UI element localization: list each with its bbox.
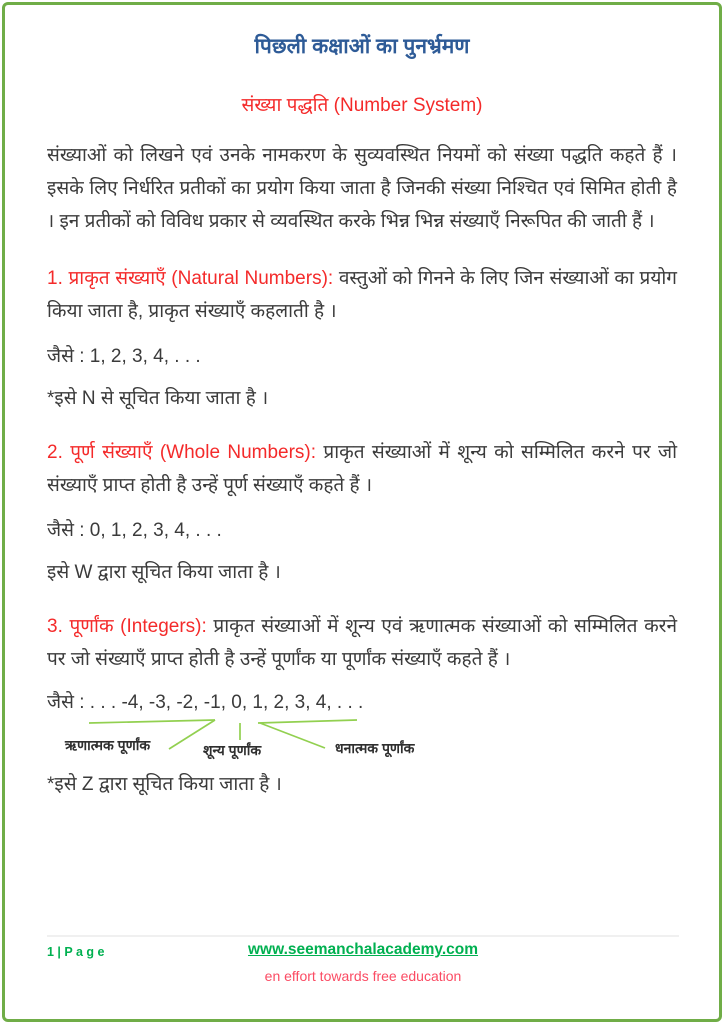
example-natural: जैसे : 1, 2, 3, 4, . . . bbox=[47, 346, 201, 367]
integers-number-line-diagram bbox=[47, 690, 677, 762]
connector-line-positive-diagonal bbox=[260, 723, 325, 748]
note-integers: *इसे Z द्वारा सूचित किया जाता है । bbox=[47, 774, 282, 795]
intro-paragraph: संख्याओं को लिखने एवं उनके नामकरण के सुव्यवस्थित नियमों को संख्या पद्धति कहते हैं । इसके लिए निर्धरित प्रतीकों का प्रयोग किया जाता है जिनकी संख्या निश्चित एवं सिमित होती है । इन प्रतीकों को विविध प्रकार से व्यवस्थित करके भिन्न भिन्न संख्याएँ निरूपित की जाती हैं । bbox=[47, 145, 677, 232]
note-natural: *इसे N से सूचित किया जाता है । bbox=[47, 388, 269, 409]
website-link[interactable]: www.seemanchalacademy.com bbox=[247, 941, 479, 958]
section-heading-integers: 3. पूर्णांक (Integers): bbox=[47, 616, 207, 637]
page-title: पिछली कक्षाओं का पुनर्भ्रमण bbox=[254, 35, 470, 58]
footer-row bbox=[47, 941, 679, 965]
example-whole: जैसे : 0, 1, 2, 3, 4, . . . bbox=[47, 520, 222, 541]
section-body-whole: प्राकृत संख्याओं में शून्य को सम्मिलित करने पर जो संख्याएँ प्राप्त होती है उन्हें पूर्ण संख्याएँ कहते हैं । bbox=[47, 442, 677, 496]
section-heading-whole: 2. पूर्ण संख्याएँ (Whole Numbers): bbox=[47, 442, 317, 463]
page-content bbox=[5, 5, 719, 798]
label-negative-integers: ऋणात्मक पूर्णांक bbox=[65, 737, 151, 753]
document-page bbox=[2, 2, 722, 1022]
example-integers: जैसे : . . . -4, -3, -2, -1, 0, 1, 2, 3, 4, . . . bbox=[47, 692, 364, 713]
connector-line-positive-horizontal bbox=[258, 720, 357, 723]
section-integers bbox=[47, 610, 677, 676]
section-body-integers: प्राकृत संख्याओं में शून्य एवं ऋणात्मक संख्याओं को सम्मिलित करने पर जो संख्याएँ प्राप्त होती है उन्हें पूर्णांक या पूर्णांक संख्याएँ कहते हैं । bbox=[47, 616, 678, 670]
page-number: 1 | P a g e bbox=[47, 945, 105, 959]
label-positive-integers: धनात्मक पूर्णांक bbox=[335, 740, 415, 756]
footer-divider bbox=[47, 935, 679, 937]
section-natural-numbers bbox=[47, 262, 677, 328]
page-subtitle: संख्या पद्धति (Number System) bbox=[241, 95, 483, 116]
note-whole: इसे W द्वारा सूचित किया जाता है । bbox=[47, 562, 281, 583]
section-heading-natural: 1. प्राकृत संख्याएँ (Natural Numbers): bbox=[47, 268, 334, 289]
footer-tagline: en effort towards free education bbox=[264, 968, 462, 984]
section-body-natural: वस्तुओं को गिनने के लिए जिन संख्याओं का प्रयोग किया जाता है, प्राकृत संख्याएँ कहलाती है । bbox=[47, 268, 678, 322]
label-zero-integer: शून्य पूर्णांक bbox=[203, 742, 262, 758]
section-whole-numbers bbox=[47, 436, 677, 502]
connector-line-negative-horizontal bbox=[89, 720, 215, 723]
page-footer bbox=[47, 935, 679, 984]
